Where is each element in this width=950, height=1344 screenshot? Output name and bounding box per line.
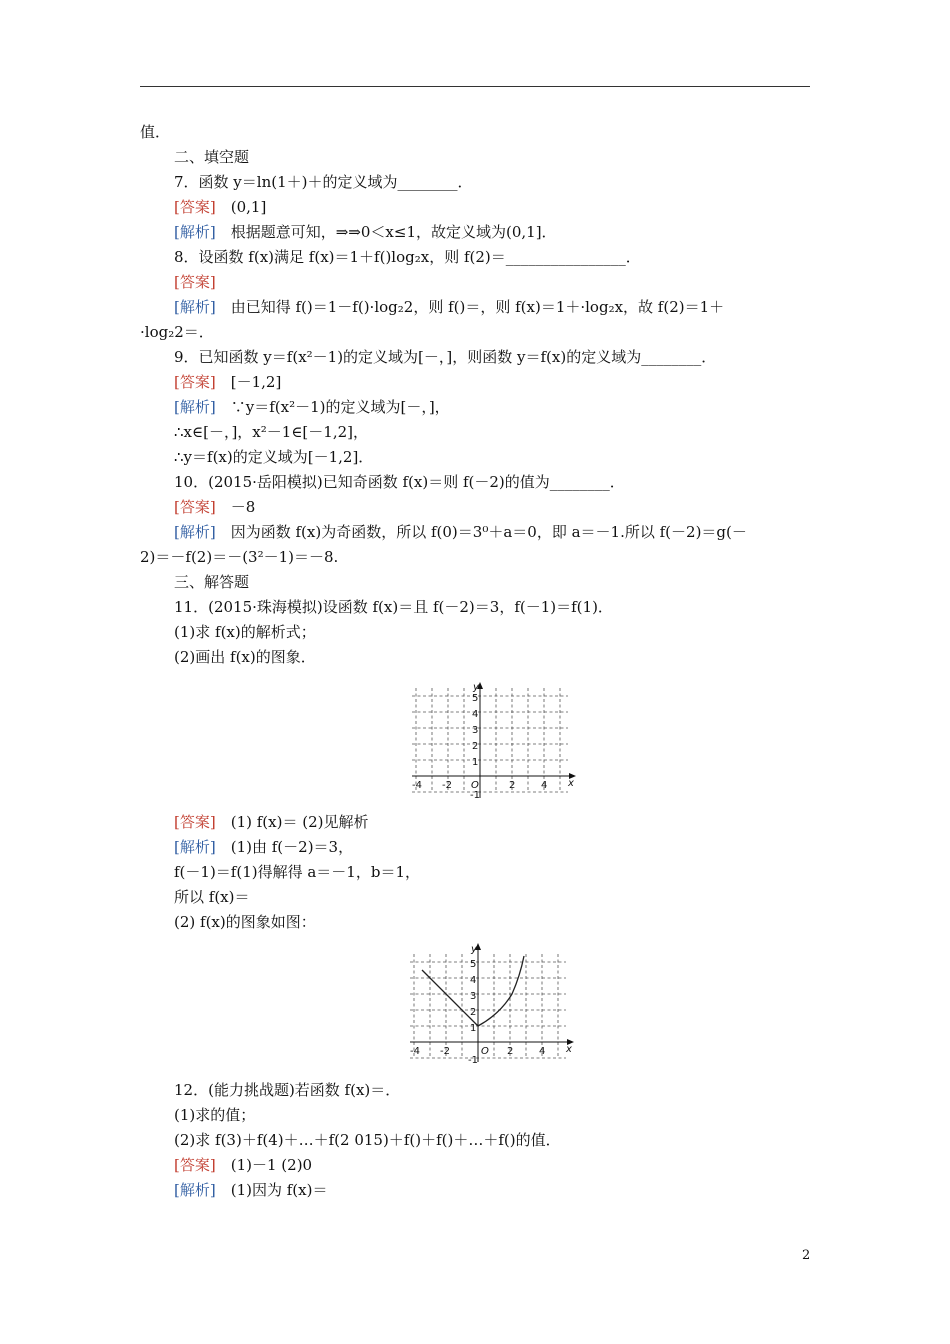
analysis-text: (1)由 f(－2)＝3，	[230, 838, 354, 856]
x-tick-label: 4	[541, 780, 548, 791]
answer-tag: [答案]	[174, 373, 216, 391]
question-10: 10．(2015·岳阳模拟)已知奇函数 f(x)＝则 f(－2)的值为________．	[174, 473, 625, 491]
y-axis-label: y	[471, 944, 477, 955]
answer-text: －8	[230, 498, 256, 516]
analysis-tag: [解析]	[174, 523, 216, 541]
y-tick-label: 2	[472, 741, 479, 752]
x-tick-label: -2	[442, 780, 452, 791]
answer-tag: [答案]	[174, 1156, 216, 1174]
analysis-8	[174, 297, 724, 317]
y-tick-label: 4	[470, 975, 477, 986]
answer-7	[174, 197, 266, 217]
answer-text: (1)－1 (2)0	[230, 1156, 313, 1174]
page-number: 2	[802, 1248, 811, 1263]
analysis-11-line4: (2) f(x)的图象如图：	[174, 913, 316, 931]
y-tick-label: 3	[470, 991, 477, 1002]
answer-8	[174, 272, 216, 292]
section-heading: 三、解答题	[174, 573, 250, 591]
analysis-text: 根据题意可知，⇒⇒0＜x≤1，故定义域为(0,1]．	[230, 223, 557, 241]
header-rule	[140, 86, 810, 87]
text-line: 值．	[140, 123, 171, 141]
y-tick-label: 1	[472, 757, 479, 768]
analysis-10	[174, 522, 747, 542]
x-axis-label: x	[566, 1044, 572, 1055]
analysis-9-line2: ∴x∈[－，]，x²－1∈[－1,2]，	[174, 423, 368, 441]
y-neg-tick-label: -1	[468, 1055, 478, 1064]
answer-tag: [答案]	[174, 813, 216, 831]
analysis-text: 因为函数 f(x)为奇函数，所以 f(0)＝3⁰＋a＝0，即 a＝－1.所以 f(－2)＝g(－	[230, 523, 747, 541]
analysis-9	[174, 397, 450, 417]
blank-grid-graph	[410, 680, 582, 802]
question-11-part2: (2)画出 f(x)的图象．	[174, 648, 316, 666]
section-heading: 二、填空题	[174, 148, 250, 166]
origin-label: O	[481, 1046, 489, 1057]
y-tick-label: 5	[472, 693, 479, 704]
y-tick-label: 3	[472, 725, 479, 736]
analysis-tag: [解析]	[174, 398, 216, 416]
analysis-11-line2: f(－1)＝f(1)得解得 a＝－1，b＝1，	[174, 863, 420, 881]
analysis-text: ∵y＝f(x²－1)的定义域为[－，]，	[230, 398, 450, 416]
answer-tag: [答案]	[174, 198, 216, 216]
y-tick-label: 2	[470, 1007, 477, 1018]
question-7: 7．函数 y＝ln(1＋)＋的定义域为________．	[174, 173, 473, 191]
x-tick-label: -2	[440, 1046, 450, 1057]
answer-10	[174, 497, 255, 517]
x-tick-label: -4	[412, 780, 422, 791]
analysis-9-line3: ∴y＝f(x)的定义域为[－1,2]．	[174, 448, 374, 466]
analysis-10-cont: 2)＝－f(2)＝－(3²－1)＝－8.	[140, 548, 339, 566]
analysis-7	[174, 222, 557, 242]
analysis-tag: [解析]	[174, 838, 216, 856]
answer-tag: [答案]	[174, 273, 216, 291]
right-branch-curve	[478, 956, 524, 1026]
y-axis-label: y	[473, 682, 479, 693]
analysis-tag: [解析]	[174, 223, 216, 241]
question-12: 12．(能力挑战题)若函数 f(x)＝．	[174, 1081, 401, 1099]
analysis-11-line3: 所以 f(x)＝	[174, 888, 250, 906]
analysis-text: 由已知得 f()＝1－f()·log₂2，则 f()＝，则 f(x)＝1＋·log₂x，故 f(2)＝1＋	[230, 298, 725, 316]
y-tick-label: 5	[470, 959, 477, 970]
question-11: 11．(2015·珠海模拟)设函数 f(x)＝且 f(－2)＝3，f(－1)＝f(1)．	[174, 598, 613, 616]
question-9: 9．已知函数 y＝f(x²－1)的定义域为[－，]，则函数 y＝f(x)的定义域为________．	[174, 348, 717, 366]
question-12-part1: (1)求的值；	[174, 1106, 256, 1124]
x-axis-label: x	[568, 778, 574, 789]
answer-11	[174, 812, 368, 832]
question-12-part2: (2)求 f(3)＋f(4)＋…＋f(2 015)＋f()＋f()＋…＋f()的值．	[174, 1131, 561, 1149]
y-neg-tick-label: -1	[470, 790, 480, 801]
x-tick-label: -4	[410, 1046, 420, 1057]
x-tick-label: 2	[509, 780, 516, 791]
answer-text: (1) f(x)＝ (2)见解析	[230, 813, 369, 831]
x-tick-label: 4	[539, 1046, 546, 1057]
analysis-8-cont: ·log₂2＝．	[140, 323, 214, 341]
answer-9	[174, 372, 281, 392]
y-tick-label: 4	[472, 709, 479, 720]
analysis-tag: [解析]	[174, 298, 216, 316]
answer-text: (0,1]	[230, 198, 267, 216]
answer-tag: [答案]	[174, 498, 216, 516]
function-graph	[408, 940, 582, 1064]
answer-text: [－1,2]	[230, 373, 282, 391]
analysis-tag: [解析]	[174, 1181, 216, 1199]
question-8: 8．设函数 f(x)满足 f(x)＝1＋f()log₂x，则 f(2)＝________________．	[174, 248, 641, 266]
question-11-part1: (1)求 f(x)的解析式；	[174, 623, 316, 641]
analysis-11	[174, 837, 353, 857]
y-tick-label: 1	[470, 1023, 477, 1034]
answer-12	[174, 1155, 312, 1175]
analysis-text: (1)因为 f(x)＝	[230, 1181, 328, 1199]
analysis-12	[174, 1180, 327, 1200]
x-tick-label: 2	[507, 1046, 514, 1057]
origin-label: O	[471, 780, 479, 791]
